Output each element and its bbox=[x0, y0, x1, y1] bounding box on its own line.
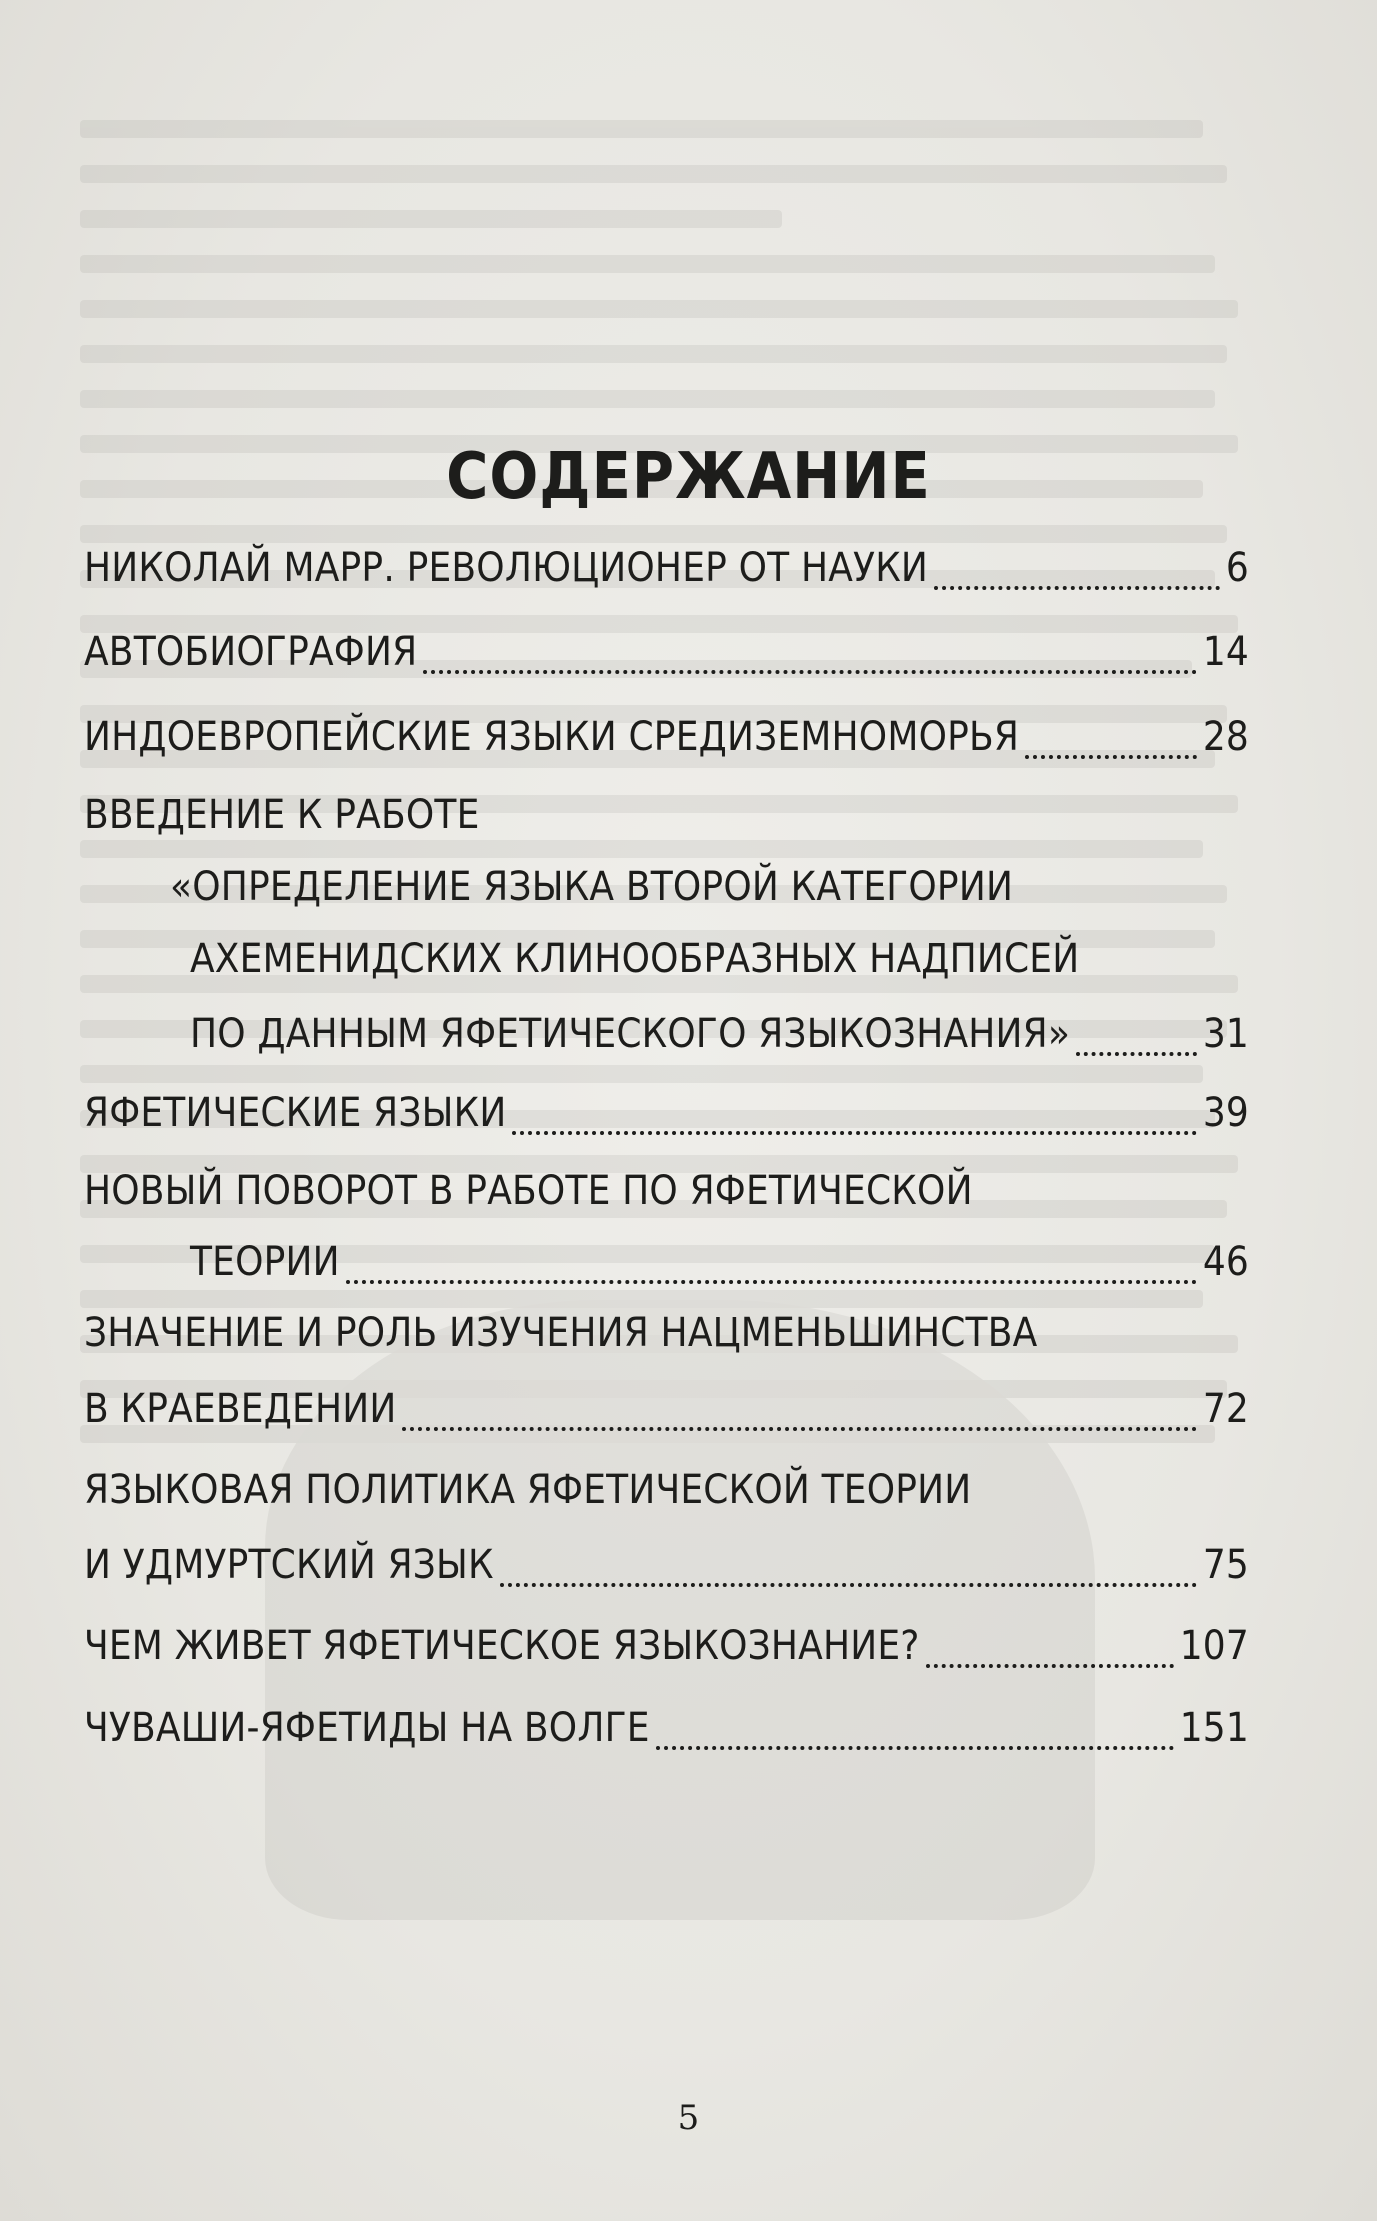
toc-entry-title: ИНДОЕВРОПЕЙСКИЕ ЯЗЫКИ СРЕДИЗЕМНОМОРЬЯ bbox=[84, 714, 1020, 760]
dot-leader bbox=[1025, 755, 1197, 759]
dot-leader bbox=[500, 1583, 1197, 1587]
dot-leader bbox=[423, 670, 1197, 674]
toc-entry-title: ВВЕДЕНИЕ К РАБОТЕ bbox=[84, 792, 480, 838]
toc-entry-page: 39 bbox=[1202, 1090, 1249, 1136]
dot-leader bbox=[512, 1131, 1196, 1135]
toc-entry-title: ЧЕМ ЖИВЕТ ЯФЕТИЧЕСКОЕ ЯЗЫКОЗНАНИЕ? bbox=[84, 1623, 920, 1669]
toc-entry-line bbox=[84, 792, 1249, 847]
toc-entry bbox=[84, 1542, 1249, 1597]
toc-entry bbox=[84, 1705, 1249, 1760]
toc-entry bbox=[84, 1239, 1249, 1294]
toc-entry-line bbox=[84, 1467, 1249, 1522]
toc-entry bbox=[84, 1090, 1249, 1145]
toc-entry-title: ЯФЕТИЧЕСКИЕ ЯЗЫКИ bbox=[84, 1090, 507, 1136]
toc-entry-title: НИКОЛАЙ МАРР. РЕВОЛЮЦИОНЕР ОТ НАУКИ bbox=[84, 545, 929, 591]
dot-leader bbox=[346, 1280, 1197, 1284]
toc-entry-title: АХЕМЕНИДСКИХ КЛИНООБРАЗНЫХ НАДПИСЕЙ bbox=[190, 936, 1080, 982]
toc-entry bbox=[84, 629, 1249, 684]
toc-entry-page: 107 bbox=[1179, 1623, 1249, 1669]
dot-leader bbox=[402, 1427, 1196, 1431]
dot-leader bbox=[926, 1664, 1174, 1668]
toc-entry-line bbox=[84, 1168, 1249, 1223]
toc-entry-page: 151 bbox=[1179, 1705, 1249, 1751]
toc-entry-title: ЯЗЫКОВАЯ ПОЛИТИКА ЯФЕТИЧЕСКОЙ ТЕОРИИ bbox=[84, 1467, 972, 1513]
toc-entry bbox=[84, 545, 1249, 600]
toc-entry-title: АВТОБИОГРАФИЯ bbox=[84, 629, 418, 675]
dot-leader bbox=[656, 1746, 1174, 1750]
toc-entry bbox=[84, 1386, 1249, 1441]
toc-entry bbox=[84, 1011, 1249, 1066]
toc-entry-title: ЧУВАШИ-ЯФЕТИДЫ НА ВОЛГЕ bbox=[84, 1705, 650, 1751]
toc-entry bbox=[84, 1623, 1249, 1678]
toc-entry bbox=[84, 714, 1249, 769]
toc-entry-title: ПО ДАННЫМ ЯФЕТИЧЕСКОГО ЯЗЫКОЗНАНИЯ» bbox=[190, 1011, 1071, 1057]
dot-leader bbox=[1076, 1052, 1197, 1056]
toc-entry-line bbox=[84, 1310, 1249, 1365]
page-number: 5 bbox=[677, 2098, 700, 2138]
toc-entry-title: ТЕОРИИ bbox=[190, 1239, 340, 1285]
toc-entry-title: «ОПРЕДЕЛЕНИЕ ЯЗЫКА ВТОРОЙ КАТЕГОРИИ bbox=[170, 864, 1014, 910]
toc-entry-page: 72 bbox=[1202, 1386, 1249, 1432]
toc-entry-page: 31 bbox=[1202, 1011, 1249, 1057]
toc-entry-title: И УДМУРТСКИЙ ЯЗЫК bbox=[84, 1542, 494, 1588]
toc-entry-line bbox=[84, 864, 1249, 919]
dot-leader bbox=[934, 586, 1220, 590]
toc-entry-title: НОВЫЙ ПОВОРОТ В РАБОТЕ ПО ЯФЕТИЧЕСКОЙ bbox=[84, 1168, 973, 1214]
toc-entry-page: 28 bbox=[1202, 714, 1249, 760]
toc-entry-line bbox=[84, 936, 1249, 991]
toc-heading: СОДЕРЖАНИЕ bbox=[446, 440, 931, 514]
toc-entry-title: В КРАЕВЕДЕНИИ bbox=[84, 1386, 397, 1432]
toc-entry-title: ЗНАЧЕНИЕ И РОЛЬ ИЗУЧЕНИЯ НАЦМЕНЬШИНСТВА bbox=[84, 1310, 1038, 1356]
toc-entry-page: 6 bbox=[1225, 545, 1249, 591]
toc-entry-page: 75 bbox=[1202, 1542, 1249, 1588]
toc-entry-page: 46 bbox=[1202, 1239, 1249, 1285]
toc-entry-page: 14 bbox=[1202, 629, 1249, 675]
